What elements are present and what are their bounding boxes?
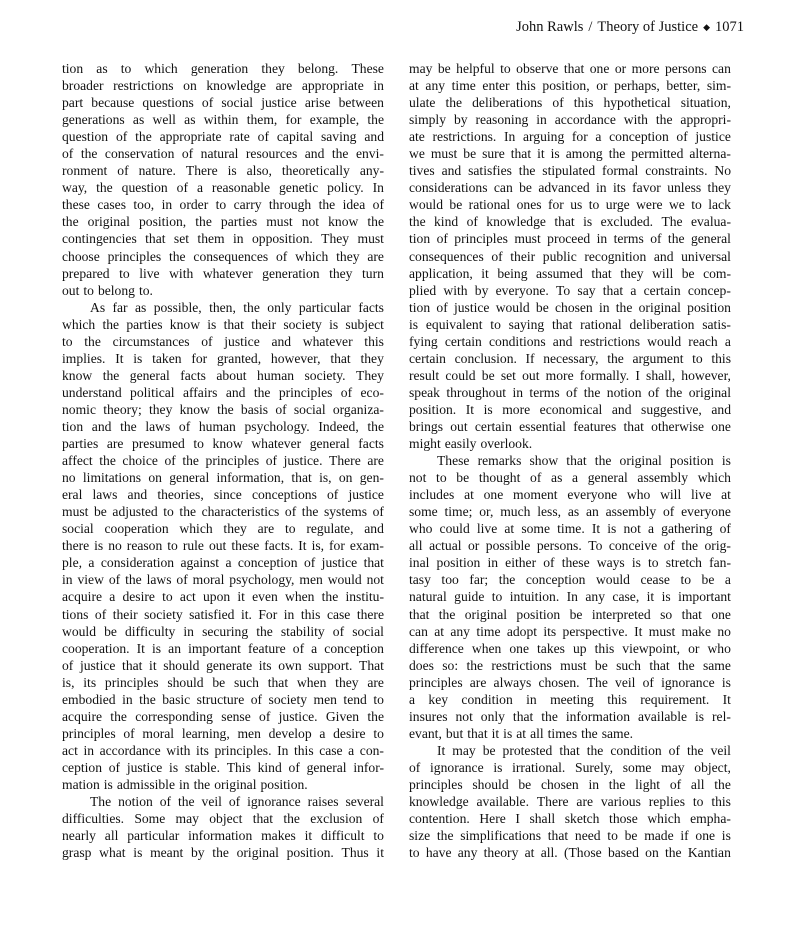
text-line: the kind of knowledge that is excluded. The evalua- [409, 214, 731, 230]
text-line: speak throughout in terms of the notion of the original [409, 384, 731, 400]
text-line: result could be set out more formally. I shall, however, [409, 367, 731, 383]
text-line: embodied in the basic structure of society men tend to [62, 691, 384, 707]
text-line: not to be thought of as a general assembly which [409, 470, 731, 486]
running-head-title: Theory of Justice [597, 19, 699, 35]
text-line: parties are presumed to know whatever general facts [62, 436, 384, 452]
text-line: ate restrictions. In arguing for a conception of justice [409, 129, 731, 145]
text-line: a key condition in meeting this requirement. It [409, 691, 731, 707]
text-line: principles are always chosen. The veil of ignorance is [409, 674, 731, 690]
page-number: 1071 [715, 19, 744, 35]
text-line: who could live at some time. It is not a gathering of [409, 521, 731, 537]
left-text-column [62, 60, 384, 861]
text-line: difficulties. Some may object that the exclusion of [62, 811, 384, 827]
text-line: contingencies that set them in opposition. They must [62, 231, 384, 247]
text-line: nomic theory; they know the basis of social organiza- [62, 401, 384, 417]
text-line: acquire a desire to act upon it even when the institu- [62, 589, 384, 605]
text-line: we must be sure that it is among the permitted alterna- [409, 146, 731, 162]
text-line: contention. Here I shall sketch those which empha- [409, 811, 731, 827]
text-line: It may be protested that the condition of the veil [437, 742, 731, 758]
text-line: broader restrictions on knowledge are appropriate in [62, 78, 384, 94]
text-line: position. It is more economical and suggestive, and [409, 401, 731, 417]
text-line: The notion of the veil of ignorance raises several [90, 794, 384, 810]
text-line: cooperation. It is an important feature of a conception [62, 640, 384, 656]
text-line: at any time enter this position, or perhaps, better, sim- [409, 78, 731, 94]
text-line: considerations can be advanced in its favor unless they [409, 180, 731, 196]
text-line: acquire the corresponding sense of justice. Given the [62, 708, 384, 724]
text-line: consequences of their public recognition and universal [409, 248, 731, 264]
text-line: difference when one takes up this viewpoint, or who [409, 640, 731, 656]
text-line: tions of their society satisfied it. For in this case there [62, 606, 384, 622]
diamond-ornament-icon: ◆ [703, 22, 710, 32]
running-head [516, 19, 744, 36]
text-line: of justice that it should generate its own support. That [62, 657, 384, 673]
text-line: As far as possible, then, the only particular facts [90, 299, 384, 315]
running-head-author: John Rawls [516, 19, 584, 35]
text-line: nearly all particular information makes it difficult to [62, 828, 384, 844]
text-line: certain conclusion. If necessary, the argument to this [409, 350, 731, 366]
text-line: question of the appropriate rate of capital saving and [62, 129, 384, 145]
text-line: there is no reason to rule out these facts. It is, for exam- [62, 538, 384, 554]
text-line: of ignorance is irrational. Surely, some may object, [409, 759, 731, 775]
text-line: tion as to which generation they belong. These [62, 61, 384, 76]
text-line: does so: the restrictions must be such that the same [409, 657, 731, 673]
text-line: grasp what is meant by the original position. Thus it [62, 845, 384, 861]
text-line: part because questions of social justice arise between [62, 95, 384, 111]
text-line: social cooperation which they are to regulate, and [62, 521, 384, 537]
text-line: includes at one moment everyone who will live at [409, 487, 731, 503]
text-line: of the conservation of natural resources and the envi- [62, 146, 384, 162]
text-line: natural guide to intuition. In any case, it is important [409, 589, 731, 605]
text-line: may be helpful to observe that one or more persons can [409, 61, 731, 76]
text-line: insures not only that the information available is rel- [409, 708, 731, 724]
text-line: prepared to live with whatever generation they turn [62, 265, 384, 281]
text-line: which the parties know is that their society is subject [62, 316, 384, 332]
text-line: these cases too, in order to carry through the idea of [62, 197, 384, 213]
text-line: inal position in either of these ways is to stretch fan- [409, 555, 731, 571]
text-line: is, its principles should be such that when they are [62, 674, 384, 690]
text-line: out to belong to. [62, 282, 153, 298]
text-line: might easily overlook. [409, 436, 533, 452]
text-line: tion of justice would be chosen in the original position [409, 299, 731, 315]
running-head-separator: / [588, 19, 593, 35]
text-line: tives and satisfies the stipulated formal constraints. No [409, 163, 731, 179]
text-line: knowledge available. There are various replies to this [409, 794, 731, 810]
text-line: principles of moral learning, men develop a desire to [62, 725, 384, 741]
text-line: tasy too far; the conception would cease to be a [409, 572, 731, 588]
text-line: the original position, the parties must not know the [62, 214, 384, 230]
text-line: would be rational ones for us to urge were we to lack [409, 197, 731, 213]
text-line: would be difficulty in securing the stability of social [62, 623, 384, 639]
text-line: tion of principles must proceed in terms of the general [409, 231, 731, 247]
text-line: principles should be chosen in the light of all the [409, 776, 731, 792]
text-line: in view of the laws of moral psychology, men would not [62, 572, 384, 588]
text-line: size the simplifications that need to be made if one is [409, 828, 731, 844]
text-line: choose principles the consequences of which they are [62, 248, 384, 264]
text-line: application, it being assumed that they will be com- [409, 265, 731, 281]
text-line: act in accordance with its principles. In this case a con- [62, 742, 384, 758]
text-line: no limitations on general information, that is, on gen- [62, 470, 384, 486]
text-line: These remarks show that the original position is [437, 453, 731, 469]
text-line: plied with by everyone. To say that a certain concep- [409, 282, 731, 298]
text-line: affect the choice of the principles of justice. There are [62, 453, 384, 469]
text-line: understand political affairs and the principles of eco- [62, 384, 384, 400]
text-line: mation is admissible in the original position. [62, 776, 308, 792]
text-line: is equivalent to saying that rational deliberation satis- [409, 316, 731, 332]
text-line: brings out certain essential features that otherwise one [409, 418, 731, 434]
text-line: tion and the laws of human psychology. Indeed, the [62, 418, 384, 434]
text-line: to have any theory at all. (Those based on the Kantian [409, 845, 731, 861]
text-line: to the circumstances of justice and whatever this [62, 333, 384, 349]
text-line: implies. It is taken for granted, however, that they [62, 350, 384, 366]
text-line: eral laws and theories, since conceptions of justice [62, 487, 384, 503]
text-line: must be adjusted to the characteristics of the systems of [62, 504, 384, 520]
text-line: ception of justice is stable. This kind of general infor- [62, 759, 384, 775]
text-line: evant, but that it is at all times the same. [409, 725, 634, 741]
text-line: ple, a consideration against a conception of justice that [62, 555, 384, 571]
text-line: ulate the deliberations of this hypothetical situation, [409, 95, 731, 111]
text-line: know the general facts about human society. They [62, 367, 384, 383]
text-line: simply by reasoning in accordance with the appropri- [409, 112, 731, 128]
text-line: that the original position be interpreted so that one [409, 606, 731, 622]
text-line: some time; or, much less, as an assembly of everyone [409, 504, 731, 520]
text-line: ronment of nature. There is also, theoretically any- [62, 163, 384, 179]
text-line: can at any time adopt its perspective. It must make no [409, 623, 731, 639]
text-line: fying certain conditions and restrictions would reach a [409, 333, 731, 349]
text-line: all actual or possible persons. To conceive of the orig- [409, 538, 731, 554]
text-line: generations as well as within them, for example, the [62, 112, 384, 128]
text-line: way, the question of a reasonable genetic policy. In [62, 180, 384, 196]
right-text-column [409, 60, 731, 861]
